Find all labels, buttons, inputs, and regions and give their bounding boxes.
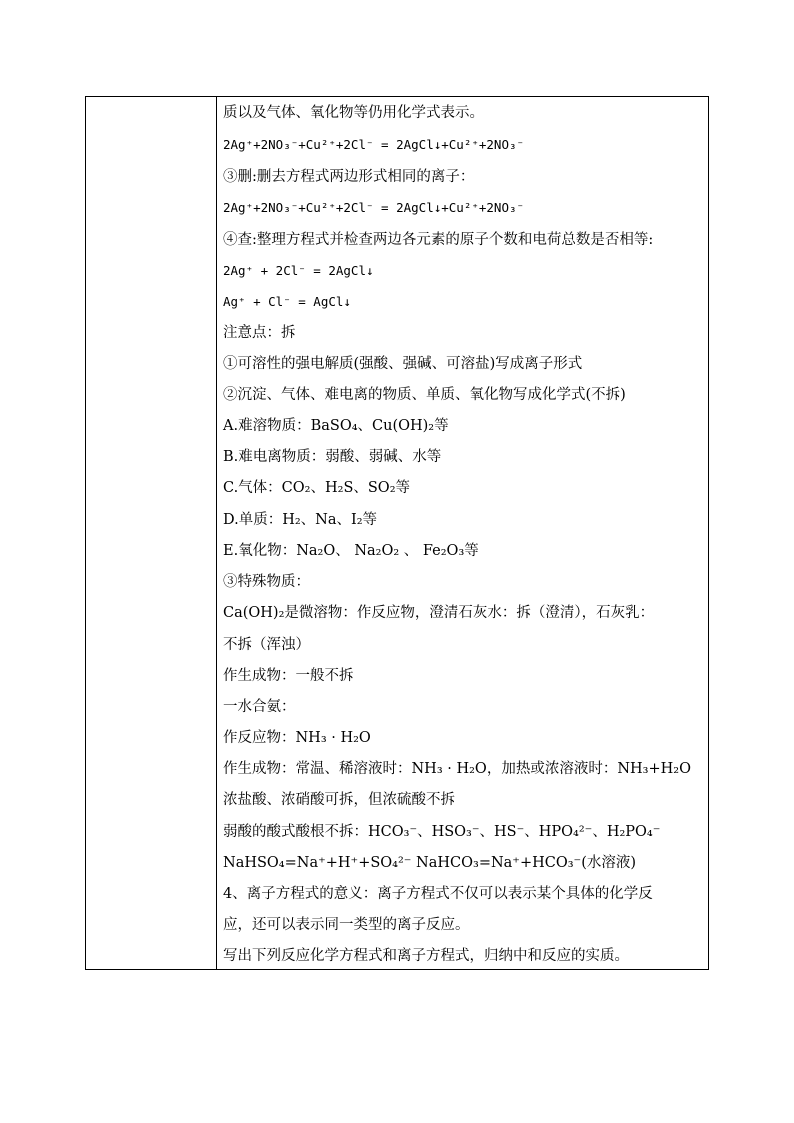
text-line: 作生成物：常温、稀溶液时：NH₃ · H₂O，加热或浓溶液时：NH₃+H₂O: [223, 761, 691, 777]
text-line: E.氧化物：Na₂O、 Na₂O₂ 、 Fe₂O₃等: [223, 543, 479, 559]
left-column-cell: [86, 97, 217, 969]
text-line: 注意点：拆: [223, 325, 296, 341]
equation-line: Ag⁺ + Cl⁻ = AgCl↓: [223, 294, 351, 309]
text-line: 不拆（浑浊）: [223, 637, 310, 653]
text-line: ②沉淀、气体、难电离的物质、单质、氧化物写成化学式(不拆): [223, 387, 626, 403]
equation-line: 2Ag⁺+2NO₃⁻+Cu²⁺+2Cl⁻ = 2AgCl↓+Cu²⁺+2NO₃⁻: [223, 137, 525, 152]
text-line: NaHSO₄=Na⁺+H⁺+SO₄²⁻ NaHCO₃=Na⁺+HCO₃⁻(水溶液): [223, 855, 637, 871]
text-line: 4、离子方程式的意义：离子方程式不仅可以表示某个具体的化学反: [223, 886, 653, 902]
text-line: A.难溶物质：BaSO₄、Cu(OH)₂等: [223, 418, 449, 434]
right-column-cell: [217, 97, 708, 969]
text-line: 质以及气体、氧化物等仍用化学式表示。: [223, 105, 484, 121]
text-line: ③删:删去方程式两边形式相同的离子：: [223, 169, 475, 185]
text-line: 浓盐酸、浓硝酸可拆，但浓硫酸不拆: [223, 792, 455, 808]
equation-line: 2Ag⁺ + 2Cl⁻ = 2AgCl↓: [223, 263, 374, 278]
text-line: 作反应物：NH₃ · H₂O: [223, 730, 371, 746]
content-table: [85, 96, 709, 970]
text-line: 作生成物：一般不拆: [223, 668, 354, 684]
text-line: ④查:整理方程式并检查两边各元素的原子个数和电荷总数是否相等:: [223, 232, 654, 248]
equation-line: 2Ag⁺+2NO₃⁻+Cu²⁺+2Cl⁻ = 2AgCl↓+Cu²⁺+2NO₃⁻: [223, 200, 525, 215]
text-line: D.单质：H₂、Na、I₂等: [223, 512, 378, 528]
text-line: ①可溶性的强电解质(强酸、强碱、可溶盐)写成离子形式: [223, 356, 583, 372]
text-line: 应，还可以表示同一类型的离子反应。: [223, 917, 470, 933]
text-line: ③特殊物质：: [223, 574, 310, 590]
text-line: 一水合氨：: [223, 699, 296, 715]
text-line: B.难电离物质：弱酸、弱碱、水等: [223, 449, 442, 465]
text-line: C.气体：CO₂、H₂S、SO₂等: [223, 480, 411, 496]
text-line: 写出下列反应化学方程式和离子方程式，归纳中和反应的实质。: [223, 948, 629, 964]
text-line: Ca(OH)₂是微溶物：作反应物，澄清石灰水：拆（澄清），石灰乳：: [223, 605, 655, 621]
text-line: 弱酸的酸式酸根不拆：HCO₃⁻、HSO₃⁻、HS⁻、HPO₄²⁻、H₂PO₄⁻: [223, 824, 661, 840]
